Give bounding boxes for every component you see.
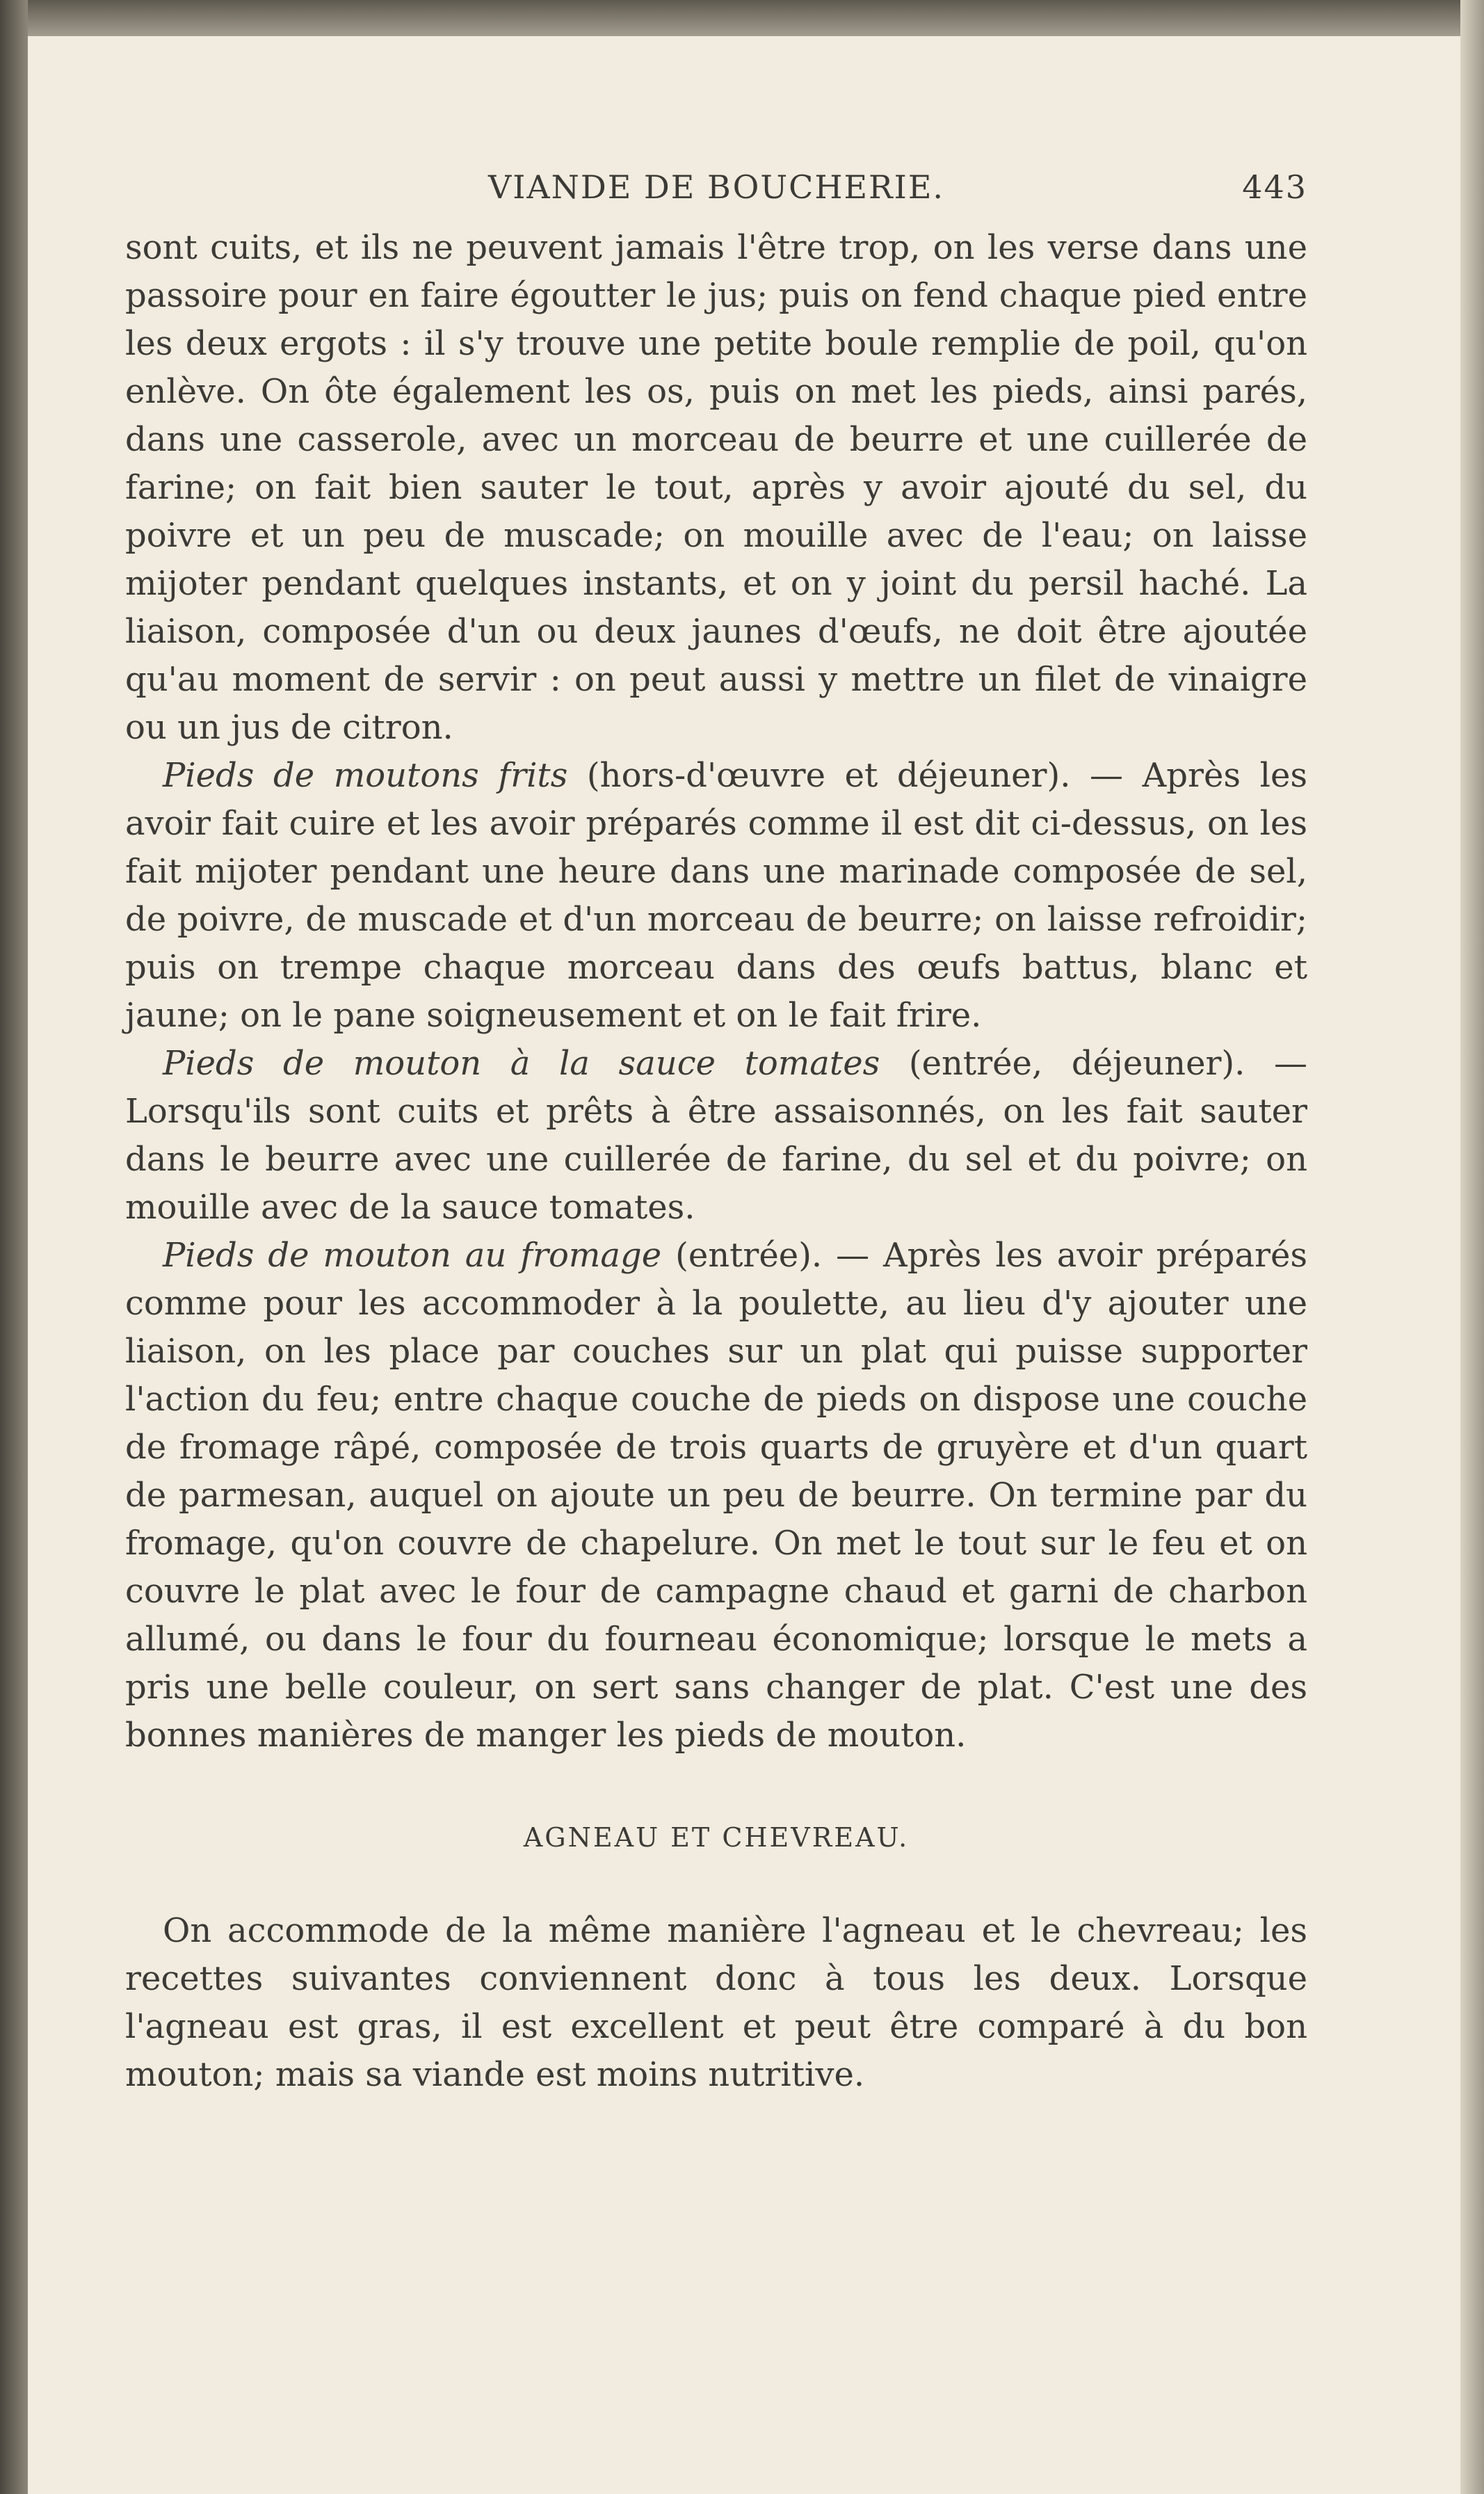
recipe-title: Pieds de mouton au fromage: [163, 1236, 662, 1275]
paragraph-text: (entrée, déjeuner). — Lorsqu'ils sont cuits et prêts à être assaisonnés, on les fait sauter dans le beurre avec une cuillerée de farine, du sel et du poivre; on mouille avec de la sauce tomates.: [125, 1044, 1307, 1227]
paragraph-recipe-pieds-frits: [125, 752, 1307, 1040]
running-header-title: VIANDE DE BOUCHERIE.: [487, 168, 945, 206]
page-number: 443: [1242, 168, 1307, 206]
book-page: [28, 36, 1460, 2494]
paragraph-recipe-sauce-tomates: [125, 1040, 1307, 1232]
paragraph-continuation: [125, 224, 1307, 752]
section-paragraph: On accommode de la même manière l'agneau et le chevreau; les recettes suivantes conviennent donc à tous les deux. Lorsque l'agneau est gras, il est excellent et peut être comparé à du bon mouton; mais sa viande est moins nutritive.: [125, 1911, 1307, 2094]
page-text-block: [125, 168, 1307, 2099]
paragraph-text: (entrée). — Après les avoir préparés comme pour les accommoder à la poulette, au lieu d'y ajouter une liaison, on les place par couches sur un plat qui puisse supporter l'action du feu; entre chaque couche de pieds on dispose une couche de fromage râpé, composée de trois quarts de gruyère et d'un quart de parmesan, auquel on ajoute un peu de beurre. On termine par du fromage, qu'on couvre de chapelure. On met le tout sur le feu et on couvre le plat avec le four de campagne chaud et garni de charbon allumé, ou dans le four du fourneau économique; lorsque le mets a pris une belle couleur, on sert sans changer de plat. C'est une des bonnes manières de manger les pieds de mouton.: [125, 1236, 1307, 1755]
scan-top-edge: [28, 0, 1484, 36]
running-header: [125, 168, 1307, 224]
scan-left-edge: [0, 0, 28, 2494]
scan-right-edge: [1460, 0, 1484, 2494]
section-heading: AGNEAU ET CHEVREAU.: [523, 1822, 910, 1853]
paragraph-text: (hors-d'œuvre et déjeuner). — Après les avoir fait cuire et les avoir préparés comme il est dit ci-dessus, on les fait mijoter pendant une heure dans une marinade composée de sel, de poivre, de muscade et d'un morceau de beurre; on laisse refroidir; puis on trempe chaque morceau dans des œufs battus, blanc et jaune; on le pane soigneusement et on le fait frire.: [125, 756, 1307, 1035]
recipe-title: Pieds de mouton à la sauce tomates: [163, 1044, 880, 1083]
paragraph-text: sont cuits, et ils ne peuvent jamais l'être trop, on les verse dans une passoire pour en faire égoutter le jus; puis on fend chaque pied entre les deux ergots : il s'y trouve une petite boule remplie de poil, qu'on enlève. On ôte également les os, puis on met les pieds, ainsi parés, dans une casserole, avec un morceau de beurre et une cuillerée de farine; on fait bien sauter le tout, après y avoir ajouté du sel, du poivre et un peu de muscade; on mouille avec de l'eau; on laisse mijoter pendant quelques instants, et on y joint du persil haché. La liaison, composée d'un ou deux jaunes d'œufs, ne doit être ajoutée qu'au moment de servir : on peut aussi y mettre un filet de vinaigre ou un jus de citron.: [125, 228, 1307, 747]
paragraph-recipe-fromage: [125, 1232, 1307, 1760]
recipe-title: Pieds de moutons frits: [163, 756, 568, 795]
